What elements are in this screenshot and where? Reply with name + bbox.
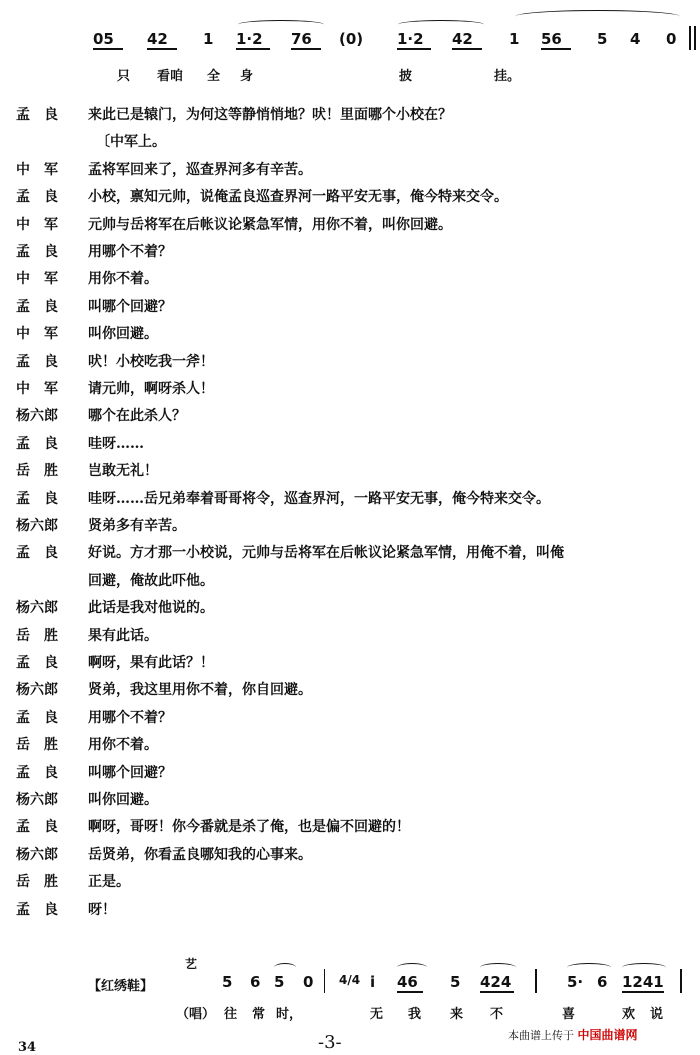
speaker-name: 孟 良 bbox=[16, 244, 58, 260]
dialogue-line: 哪个在此杀人？ bbox=[88, 408, 186, 425]
speaker-name: 岳 胜 bbox=[16, 627, 58, 644]
dialogue-row bbox=[0, 679, 700, 705]
dialogue-row bbox=[0, 268, 700, 294]
score-note: 4 bbox=[630, 30, 641, 48]
speaker-name: 中 军 bbox=[16, 216, 58, 233]
dialogue-row bbox=[0, 351, 700, 377]
score-note: 42 bbox=[147, 30, 168, 48]
beam bbox=[147, 48, 177, 50]
beam bbox=[291, 48, 321, 50]
top-score bbox=[0, 0, 700, 95]
beam bbox=[480, 991, 514, 993]
barline bbox=[324, 969, 325, 993]
dialogue-row bbox=[0, 570, 700, 596]
dialogue-line: 吠！小校吃我一斧！ bbox=[88, 353, 214, 370]
dialogue-row bbox=[0, 433, 700, 459]
speaker-name: 孟 良 bbox=[16, 764, 58, 781]
barline bbox=[689, 26, 691, 50]
lyric: 只 bbox=[117, 69, 131, 84]
dialogue-line: 此话是我对他说的。 bbox=[88, 600, 214, 617]
lyric: 来 bbox=[450, 1007, 464, 1022]
speaker-name: 孟 良 bbox=[16, 189, 58, 206]
speaker-name: 孟 良 bbox=[16, 298, 58, 315]
score-note: 1 bbox=[203, 30, 214, 48]
dialogue-line: 来此已是辕门，为何这等静悄悄地？吠！里面哪个小校在？ bbox=[88, 107, 452, 123]
dialogue-row bbox=[0, 460, 700, 486]
dialogue-row bbox=[0, 789, 700, 815]
score-note: 76 bbox=[291, 30, 312, 48]
dialogue-row bbox=[0, 186, 700, 212]
speaker-name: 中 军 bbox=[16, 161, 58, 178]
lyric: 我 bbox=[408, 1007, 422, 1022]
slur bbox=[515, 10, 680, 23]
beam bbox=[452, 48, 482, 50]
speaker-name: 杨六郎 bbox=[16, 682, 58, 699]
speaker-name: 孟 良 bbox=[16, 901, 58, 918]
stage-direction: 〔中军上。 bbox=[96, 134, 166, 151]
dialogue-row bbox=[0, 707, 700, 733]
slur bbox=[398, 20, 484, 29]
dialogue-row bbox=[0, 871, 700, 897]
dialogue-row bbox=[0, 131, 700, 157]
dialogue-line: 叫你回避。 bbox=[88, 792, 158, 808]
score-note: i bbox=[370, 973, 376, 991]
bottom-score bbox=[0, 955, 700, 1030]
speaker-name: 孟 良 bbox=[16, 435, 58, 452]
dialogue-row bbox=[0, 899, 700, 925]
score-note: 6 bbox=[250, 973, 261, 991]
slur bbox=[397, 963, 427, 972]
dialogue-line: 元帅与岳将军在后帐议论紧急军情，用你不着，叫你回避。 bbox=[88, 216, 452, 233]
speaker-name: 岳 胜 bbox=[16, 463, 58, 480]
speaker-name: 杨六郎 bbox=[16, 408, 58, 425]
lyric: 时， bbox=[276, 1007, 303, 1022]
dialogue-row bbox=[0, 159, 700, 185]
speaker-name: 杨六郎 bbox=[16, 518, 58, 534]
speaker-name: 孟 良 bbox=[16, 107, 58, 123]
dialogue-row bbox=[0, 844, 700, 870]
slur bbox=[622, 963, 666, 972]
lyric: 欢 bbox=[622, 1007, 636, 1022]
upload-credit bbox=[508, 1026, 638, 1043]
dialogue-line: 请元帅，啊呀杀人！ bbox=[88, 381, 214, 397]
speaker-name: 孟 良 bbox=[16, 655, 58, 671]
site-logo-text: 中国曲谱网 bbox=[577, 1028, 638, 1042]
score-note: 6 bbox=[597, 973, 608, 991]
speaker-name: 孟 良 bbox=[16, 490, 58, 507]
score-note: 424 bbox=[480, 973, 512, 991]
score-note: 5 bbox=[274, 973, 285, 991]
dialogue-line: 岂敢无礼！ bbox=[88, 463, 158, 480]
sing-label: （唱） bbox=[176, 1007, 216, 1022]
dialogue-row bbox=[0, 405, 700, 431]
dialogue-row bbox=[0, 488, 700, 514]
slur bbox=[480, 963, 516, 972]
score-note: 42 bbox=[452, 30, 473, 48]
speaker-name: 中 军 bbox=[16, 381, 58, 397]
score-note: (0) bbox=[339, 30, 364, 48]
lyric: 喜 bbox=[562, 1007, 576, 1022]
slur bbox=[274, 963, 296, 972]
dialogue-line: 呀！ bbox=[88, 901, 116, 918]
lyric: 披 bbox=[399, 69, 413, 84]
dialogue-line: 贤弟多有辛苦。 bbox=[88, 518, 186, 534]
score-note: 0 bbox=[666, 30, 677, 48]
dialogue-line: 啊呀，果有此话？！ bbox=[88, 655, 214, 671]
speaker-name: 孟 良 bbox=[16, 819, 58, 836]
score-note: 56 bbox=[541, 30, 562, 48]
dialogue-line: 小校，禀知元帅，说俺孟良巡查界河一路平安无事，俺今特来交令。 bbox=[88, 189, 508, 206]
lyric: 挂。 bbox=[494, 69, 521, 84]
speaker-name: 中 军 bbox=[16, 271, 58, 288]
speaker-name: 岳 胜 bbox=[16, 874, 58, 891]
dialogue-line: 用哪个不着？ bbox=[88, 709, 172, 726]
score-note: 1·2 bbox=[397, 30, 424, 48]
barline bbox=[694, 26, 696, 50]
dialogue-row bbox=[0, 214, 700, 240]
time-signature: 4/4 bbox=[339, 973, 361, 987]
lyric: 看咱 bbox=[157, 69, 184, 84]
dialogue-line: 岳贤弟，你看孟良哪知我的心事来。 bbox=[88, 846, 312, 863]
lyric: 说 bbox=[650, 1007, 664, 1022]
barline bbox=[680, 969, 682, 993]
dialogue-line: 贤弟，我这里用你不着，你自回避。 bbox=[88, 682, 312, 699]
dialogue-line: 哇呀……岳兄弟奉着哥哥将令，巡查界河，一路平安无事，俺今特来交令。 bbox=[88, 490, 550, 507]
dialogue-line: 用哪个不着？ bbox=[88, 244, 172, 260]
dialogue-line: 好说。方才那一小校说，元帅与岳将军在后帐议论紧急军情，用俺不着，叫俺 bbox=[88, 545, 564, 562]
speaker-name: 杨六郎 bbox=[16, 846, 58, 863]
score-note: 46 bbox=[397, 973, 418, 991]
corner-page-number: 34 bbox=[18, 1040, 37, 1055]
beam bbox=[397, 991, 423, 993]
dialogue-line: 用你不着。 bbox=[88, 737, 158, 754]
speaker-name: 岳 胜 bbox=[16, 737, 58, 754]
dialogue-row bbox=[0, 597, 700, 623]
score-note: 0 bbox=[303, 973, 314, 991]
score-note: 5 bbox=[597, 30, 608, 48]
beam bbox=[236, 48, 270, 50]
dialogue-row bbox=[0, 816, 700, 842]
score-note: 5· bbox=[567, 973, 584, 991]
score-note: 1 bbox=[509, 30, 520, 48]
speaker-name: 杨六郎 bbox=[16, 600, 58, 617]
lyric: 不 bbox=[490, 1007, 504, 1022]
dialogue-row bbox=[0, 323, 700, 349]
page-number: -3- bbox=[318, 1032, 342, 1053]
score-note: 1241 bbox=[622, 973, 664, 991]
lyric: 常 bbox=[252, 1007, 266, 1022]
lyric: 全 bbox=[207, 69, 221, 84]
dialogue-row bbox=[0, 625, 700, 651]
tune-label: 【红绣鞋】 bbox=[88, 979, 154, 994]
dialogue-line: 用你不着。 bbox=[88, 271, 158, 288]
dialogue-row bbox=[0, 734, 700, 760]
dialogue-line: 啊呀，哥呀！你今番就是杀了俺，也是偏不回避的！ bbox=[88, 819, 410, 836]
dialogue-row bbox=[0, 378, 700, 404]
dialogue-line: 叫哪个回避？ bbox=[88, 298, 172, 315]
score-note: 05 bbox=[93, 30, 114, 48]
lyric: 身 bbox=[240, 69, 254, 84]
slur bbox=[567, 963, 611, 972]
dialogue-line: 孟将军回来了，巡查界河多有辛苦。 bbox=[88, 161, 312, 178]
dialogue-line: 果有此话。 bbox=[88, 627, 158, 644]
speaker-name: 孟 良 bbox=[16, 709, 58, 726]
dialogue-line: 回避，俺故此吓他。 bbox=[88, 572, 214, 589]
slur bbox=[238, 20, 324, 29]
speaker-name: 中 军 bbox=[16, 326, 58, 343]
speaker-name: 孟 良 bbox=[16, 545, 58, 562]
dialogue-row bbox=[0, 296, 700, 322]
dialogue-line: 叫哪个回避？ bbox=[88, 764, 172, 781]
barline bbox=[535, 969, 537, 993]
dialogue-row bbox=[0, 762, 700, 788]
dialogue-row bbox=[0, 104, 700, 130]
dialogue-line: 哇呀…… bbox=[88, 435, 144, 452]
dialogue-row bbox=[0, 542, 700, 568]
dialogue-row bbox=[0, 652, 700, 678]
dialogue-line: 正是。 bbox=[88, 874, 130, 891]
speaker-name: 杨六郎 bbox=[16, 792, 58, 808]
dialogue-row bbox=[0, 515, 700, 541]
beam bbox=[541, 48, 571, 50]
score-note: 5 bbox=[222, 973, 233, 991]
credit-text: 本曲谱上传于 bbox=[508, 1029, 574, 1042]
beam bbox=[397, 48, 431, 50]
lyric: 无 bbox=[370, 1007, 384, 1022]
beam bbox=[93, 48, 123, 50]
beam bbox=[622, 991, 664, 993]
speaker-name: 孟 良 bbox=[16, 353, 58, 370]
dialogue-row bbox=[0, 241, 700, 267]
score-note: 5 bbox=[450, 973, 461, 991]
dialogue-line: 叫你回避。 bbox=[88, 326, 158, 343]
score-note: 1·2 bbox=[236, 30, 263, 48]
lyric: 往 bbox=[224, 1007, 238, 1022]
score-mark: 艺 bbox=[185, 957, 198, 971]
